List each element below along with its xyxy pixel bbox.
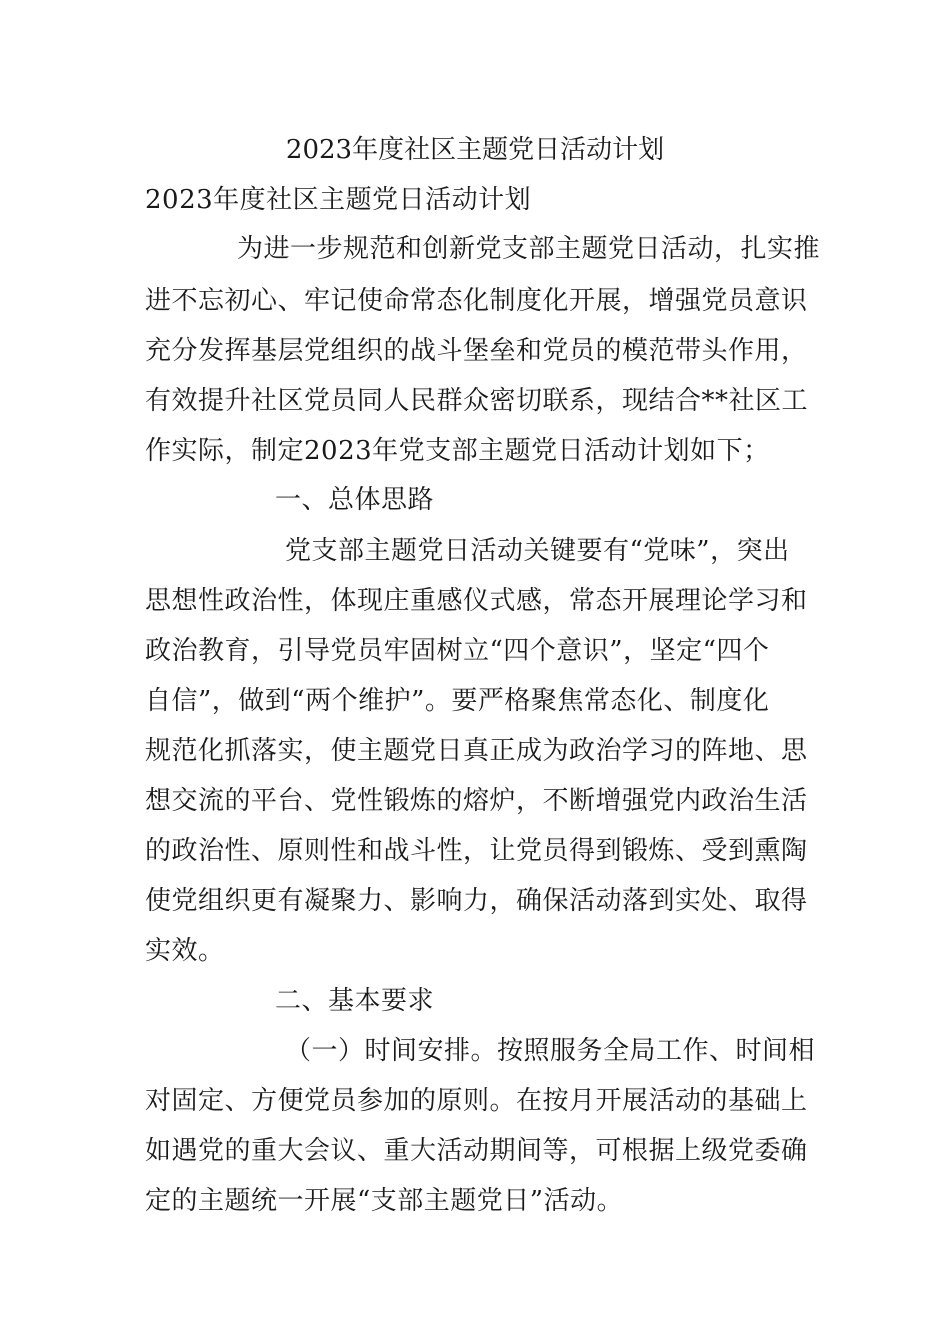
intro-line: 作实际，制定2023年党支部主题党日活动计划如下； (145, 436, 770, 466)
section-heading: 二、基本要求 (275, 986, 435, 1016)
document-title: 2023年度社区主题党日活动计划 (285, 135, 665, 165)
section1-line: 想交流的平台、党性锻炼的熔炉，不断增强党内政治生活 (145, 786, 808, 816)
document-subtitle: 2023年度社区主题党日活动计划 (145, 185, 532, 215)
section1-line: 思想性政治性，体现庄重感仪式感，常态开展理论学习和 (145, 586, 808, 616)
section2-line: （一）时间安排。按照服务全局工作、时间相 (285, 1036, 816, 1066)
section1-line: 的政治性、原则性和战斗性，让党员得到锻炼、受到熏陶 (145, 836, 808, 866)
section-heading: 一、总体思路 (275, 485, 435, 515)
section1-line: 规范化抓落实，使主题党日真正成为政治学习的阵地、思 (145, 736, 808, 766)
section2-line: 定的主题统一开展“支部主题党日”活动。 (145, 1186, 624, 1216)
section1-line: 政治教育，引导党员牢固树立“四个意识”，坚定“四个 (145, 636, 770, 666)
intro-line: 充分发挥基层党组织的战斗堡垒和党员的模范带头作用， (145, 336, 808, 366)
intro-line: 有效提升社区党员同人民群众密切联系，现结合**社区工 (145, 386, 809, 416)
section1-line: 自信”，做到“两个维护”。要严格聚焦常态化、制度化 (145, 686, 770, 716)
intro-line: 为进一步规范和创新党支部主题党日活动，扎实推 (237, 234, 821, 264)
section2-line: 如遇党的重大会议、重大活动期间等，可根据上级党委确 (145, 1136, 808, 1166)
section1-line: 党支部主题党日活动关键要有“党味”，突出 (285, 536, 790, 566)
section1-line: 实效。 (145, 936, 225, 966)
section2-line: 对固定、方便党员参加的原则。在按月开展活动的基础上 (145, 1086, 808, 1116)
intro-line: 进不忘初心、牢记使命常态化制度化开展，增强党员意识 (145, 286, 808, 316)
section1-line: 使党组织更有凝聚力、影响力，确保活动落到实处、取得 (145, 886, 808, 916)
